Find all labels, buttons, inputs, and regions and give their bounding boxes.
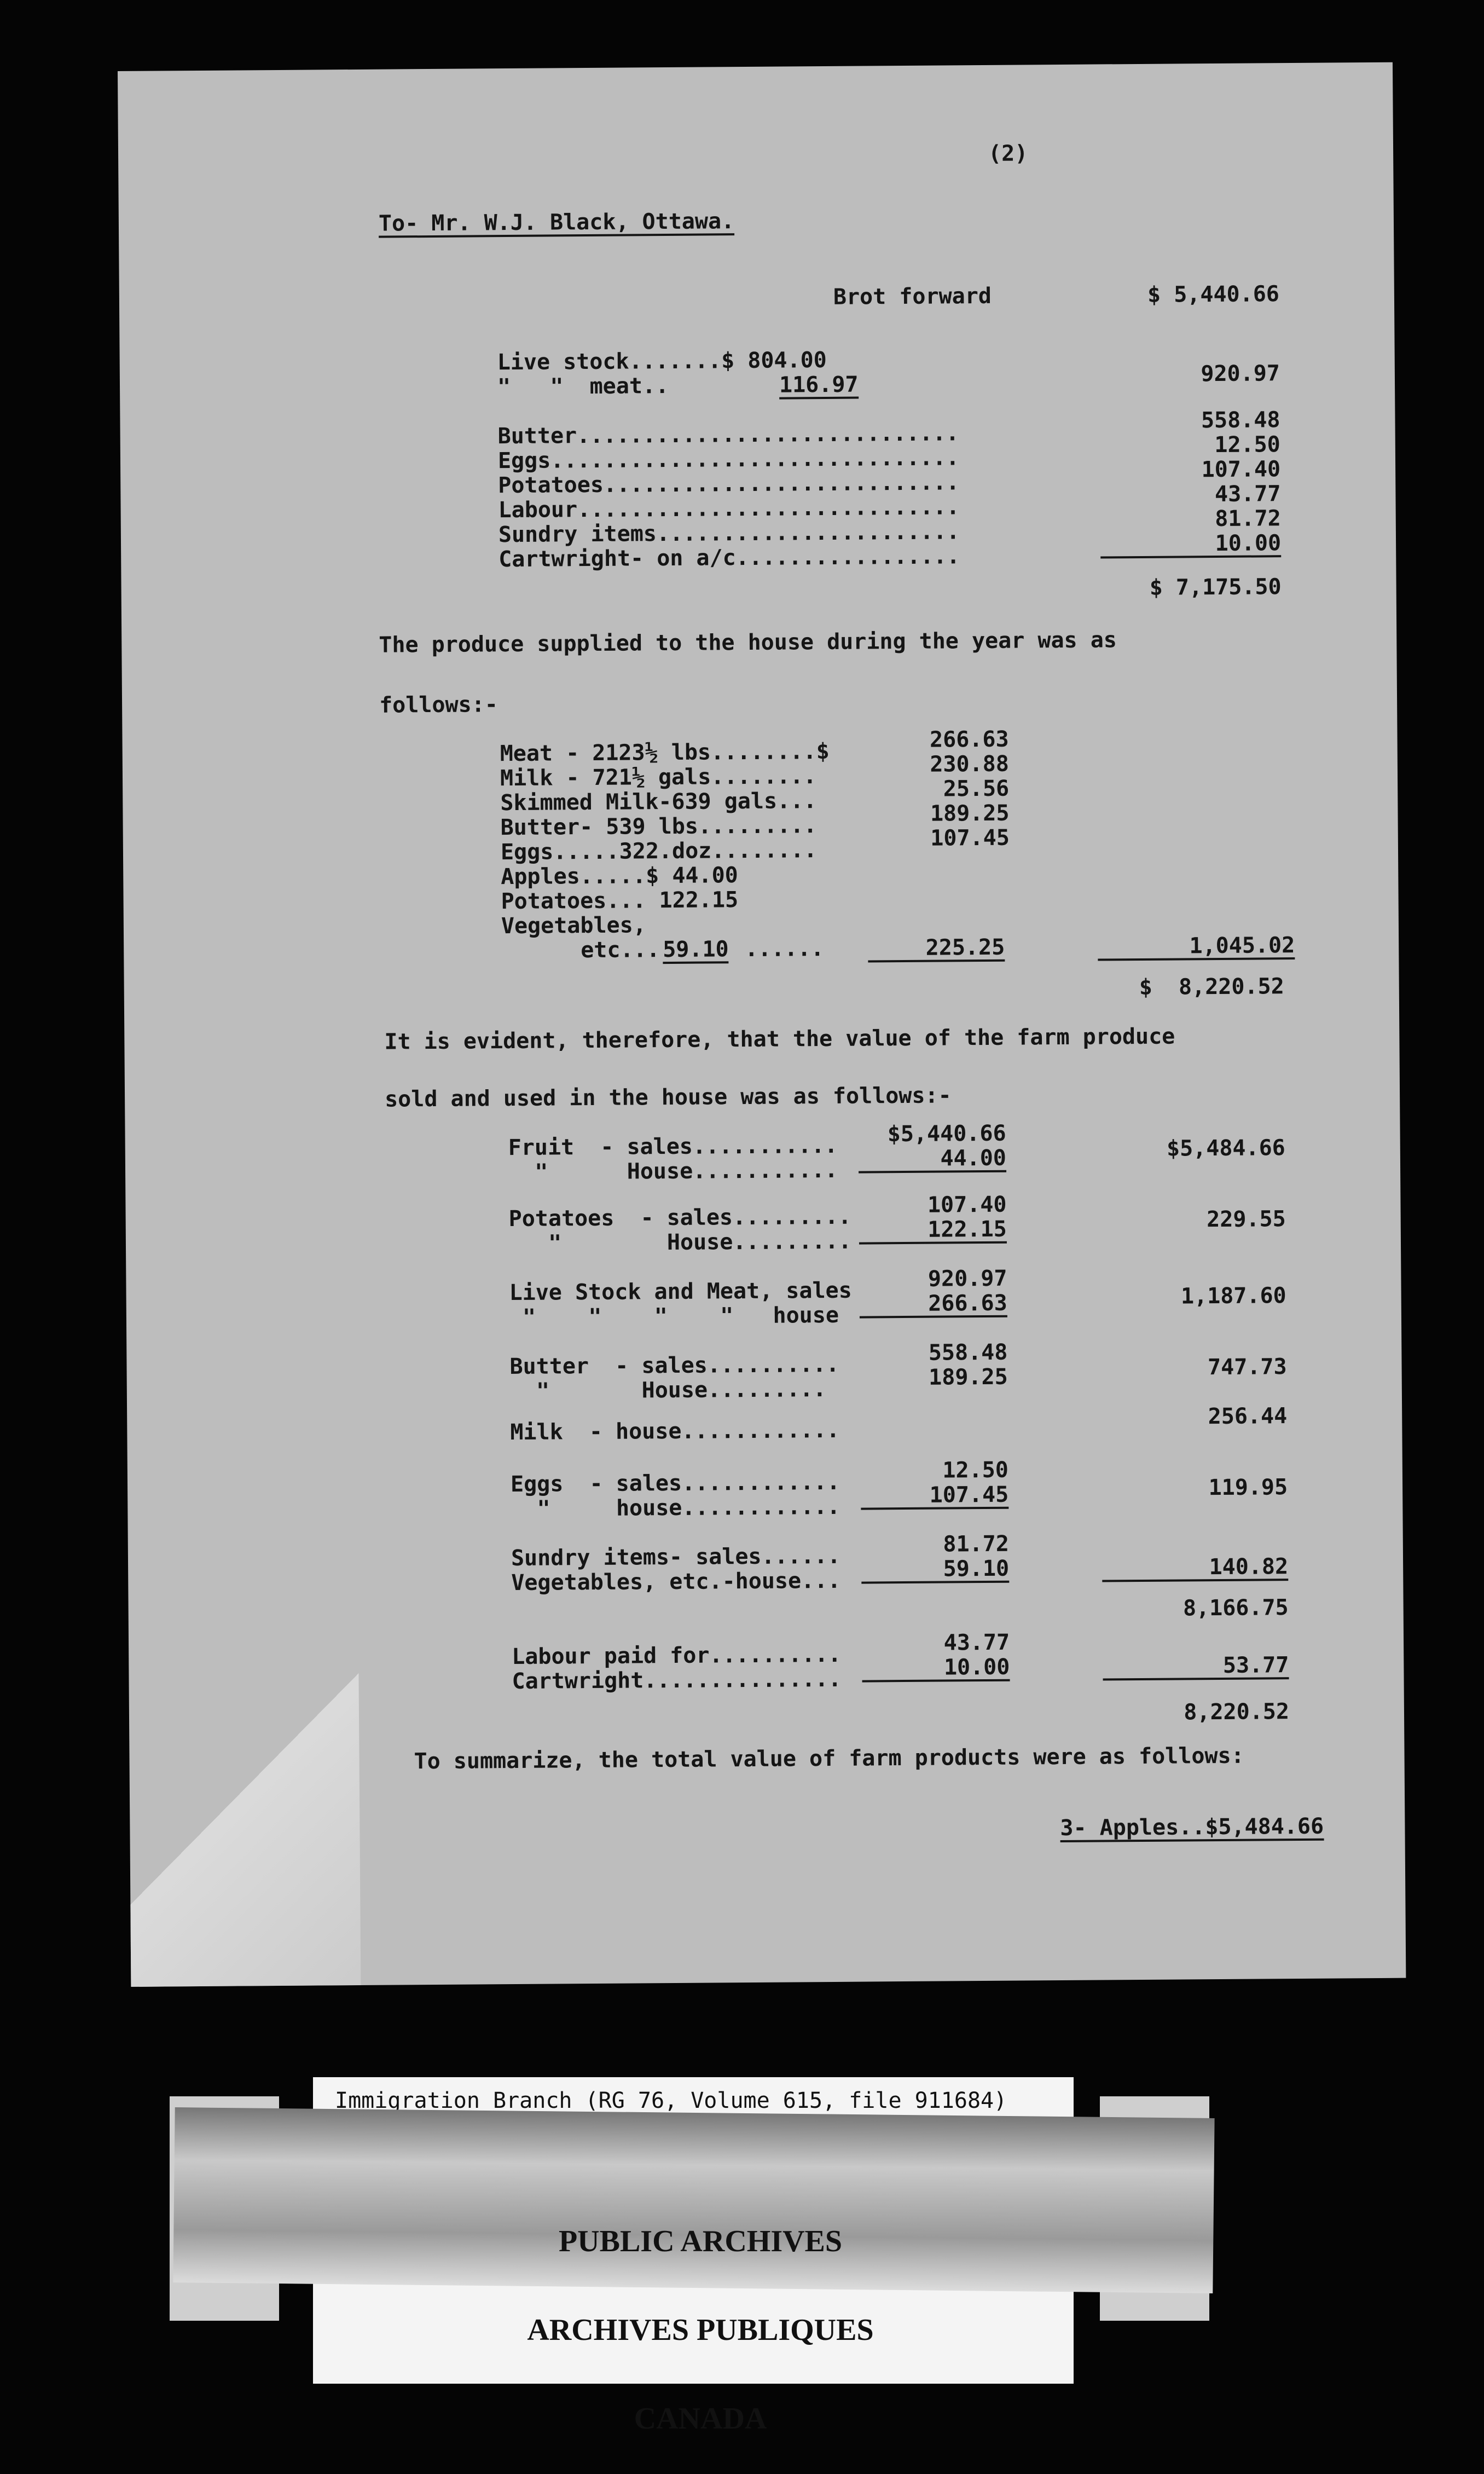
sales-item-label: Labour............................. (498, 494, 960, 523)
labour-amount: 43.77 (943, 1629, 1010, 1656)
sales-item-label: Potatoes........................... (498, 470, 960, 499)
sales-item-label: Butter............................. (497, 420, 959, 449)
summarize-line: To summarize, the total value of farm products were as follows: (414, 1743, 1244, 1774)
summary-row-total: $5,484.66 (1166, 1135, 1285, 1161)
sales-item-label: Cartwright- on a/c................. (498, 544, 960, 573)
brot-forward-label: Brot forward (833, 283, 992, 310)
brot-forward-amount: $ 5,440.66 (1147, 281, 1280, 308)
archive-stamp (492, 2167, 908, 2463)
house-item-label: Meat - 2123½ lbs........$ (500, 738, 830, 767)
house-item-amount: 25.56 (943, 776, 1010, 802)
summary-row-amount: 558.48 (928, 1339, 1008, 1366)
final-total: 8,220.52 (1184, 1699, 1290, 1725)
summary-row-label: " House......... (508, 1228, 852, 1257)
sales-item-label: Sundry items....................... (498, 519, 960, 548)
sales-item-amount: 107.40 (1201, 456, 1281, 483)
summary-row-label: Milk - house............ (510, 1417, 840, 1446)
labour-total: 53.77 (1103, 1653, 1289, 1680)
house-item-amount: 107.45 (930, 825, 1010, 851)
live-stock-line: Live stock.......$ 804.00 (497, 347, 827, 375)
vegetables-dots: ...... (745, 936, 824, 962)
sales-item-amount: 558.48 (1201, 407, 1280, 433)
summary-row-amount: 81.72 (943, 1531, 1009, 1557)
summary-row-amount: 107.45 (861, 1483, 1008, 1510)
summary-row-label: Butter - sales.......... (509, 1351, 839, 1380)
sales-item-amount: 81.72 (1215, 506, 1281, 532)
house-item-label: Eggs.....322.doz........ (500, 837, 818, 865)
produce-subtotal: 225.25 (868, 935, 1005, 963)
stamp-line: ARCHIVES PUBLIQUES (527, 2313, 874, 2347)
summary-row-amount: 189.25 (929, 1364, 1008, 1390)
cartwright-amount: 10.00 (862, 1655, 1010, 1683)
house-total: 1,045.02 (1098, 933, 1295, 961)
evident-line1: It is evident, therefore, that the value of the farm produce (384, 1024, 1175, 1055)
summary-row-total: 256.44 (1208, 1403, 1288, 1430)
page-number: (2) (988, 141, 1028, 166)
summary-row-label: Eggs - sales............ (510, 1469, 840, 1498)
labour-label: Labour paid for.......... (512, 1641, 842, 1670)
apples-line: Apples.....$ 44.00 (501, 863, 738, 890)
vegetables-line: Vegetables, (501, 912, 646, 939)
summary-row-label: Sundry items- sales...... (511, 1543, 841, 1571)
produce-intro-line1: The produce supplied to the house during the year was as (379, 627, 1117, 658)
house-item-label: Milk - 721½ gals........ (500, 764, 817, 791)
summary-row-amount: 12.50 (942, 1457, 1009, 1483)
stamp-line: CANADA (634, 2402, 767, 2436)
house-item-label: Skimmed Milk-639 gals... (500, 788, 817, 816)
summary-row-total: 119.95 (1208, 1475, 1288, 1501)
house-item-amount: 266.63 (929, 726, 1009, 753)
summary-row-total: 1,187.60 (1180, 1283, 1286, 1309)
live-stock-total: 920.97 (1201, 361, 1280, 387)
subtotal-2: 8,166.75 (1182, 1595, 1289, 1621)
produce-intro-line2: follows:- (379, 692, 498, 718)
summary-row-label: Live Stock and Meat, sales (509, 1278, 852, 1306)
cartwright-label: Cartwright............... (512, 1666, 842, 1695)
stamp-line: PUBLIC ARCHIVES (558, 2224, 843, 2258)
sales-item-label: Eggs............................... (497, 445, 960, 474)
summary-row-label: " House......... (509, 1377, 826, 1404)
summary-row-amount: 59.10 (861, 1557, 1009, 1584)
addressee: To- Mr. W.J. Black, Ottawa. (379, 209, 735, 238)
summary-row-amount: 920.97 (928, 1265, 1007, 1292)
summary-row-total: 229.55 (1207, 1206, 1286, 1233)
sales-item-amount: 10.00 (1100, 531, 1281, 558)
house-item-amount: 189.25 (930, 800, 1010, 826)
summary-row-total: 747.73 (1207, 1354, 1287, 1380)
document-page (118, 62, 1406, 1987)
sales-total: $ 7,175.50 (1149, 574, 1282, 600)
meat-line: " " meat.. (497, 373, 669, 400)
summary-row-label: " house............ (511, 1494, 840, 1522)
summary-row-amount: 107.40 (927, 1192, 1007, 1218)
evident-line2: sold and used in the house was as follows:- (384, 1083, 952, 1112)
summary-row-label: " House........... (508, 1157, 838, 1186)
summary-row-label: Fruit - sales........... (508, 1132, 838, 1161)
summary-row-amount: 266.63 (860, 1291, 1007, 1319)
summary-row-total: 140.82 (1102, 1554, 1288, 1582)
vegetables-amount: 59.10 (663, 937, 729, 964)
summary-row-label: " " " " house (509, 1302, 839, 1331)
potatoes-line: Potatoes... 122.15 (501, 887, 739, 915)
sales-item-amount: 12.50 (1214, 432, 1280, 458)
grand-total: $ 8,220.52 (1139, 974, 1284, 1001)
meat-amount: 116.97 (779, 373, 859, 400)
summary-row-amount: 122.15 (859, 1217, 1007, 1245)
house-item-amount: 230.88 (930, 751, 1010, 777)
apples-summary: 3- Apples..$5,484.66 (1060, 1814, 1324, 1842)
summary-row-label: Vegetables, etc.-house... (511, 1568, 841, 1596)
vegetables-etc-line: etc... (581, 937, 660, 963)
summary-row-amount: $5,440.66 (887, 1120, 1006, 1147)
sales-item-amount: 43.77 (1214, 481, 1281, 507)
house-item-label: Butter- 539 lbs......... (500, 813, 817, 841)
archive-reference: Immigration Branch (RG 76, Volume 615, file 911684) (335, 2088, 1007, 2113)
summary-row-label: Potatoes - sales......... (508, 1204, 851, 1232)
summary-row-amount: 44.00 (859, 1146, 1006, 1174)
